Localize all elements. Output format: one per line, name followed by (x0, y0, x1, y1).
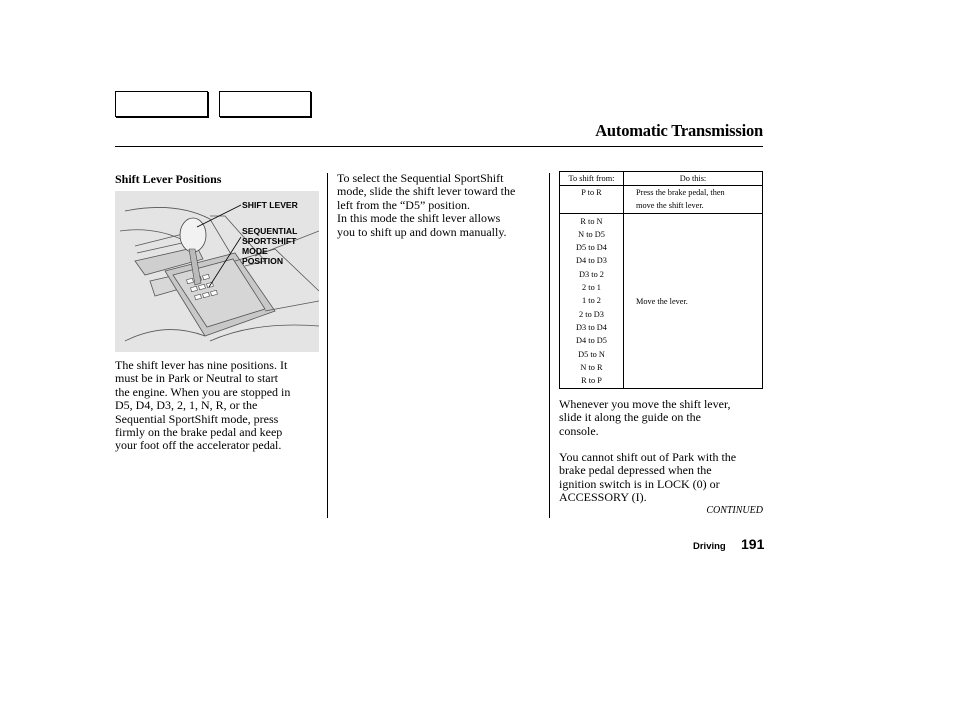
table-row (560, 186, 763, 214)
text-line: Whenever you move the shift lever, (559, 397, 731, 411)
from-cell: D3 to 2 (579, 269, 604, 279)
table-row (560, 213, 763, 389)
text-line: To select the Sequential SportShift (337, 171, 504, 185)
text-line: your foot off the accelerator pedal. (115, 438, 282, 453)
text-line: You cannot shift out of Park with the (559, 450, 737, 464)
from-cell: 2 to 1 (582, 283, 601, 293)
from-cell: P to R (581, 188, 602, 197)
from-cell: N to D5 (578, 229, 605, 239)
column-divider-1 (327, 173, 328, 518)
right-para-1 (559, 398, 765, 438)
do-cell-move-lever: Move the lever. (636, 296, 688, 306)
header-rule (115, 146, 763, 147)
text-line: must be in Park or Neutral to start (115, 371, 278, 386)
text-line: mode, slide the shift lever toward the (337, 184, 516, 199)
sportshift-label-line1: SEQUENTIAL (242, 226, 298, 236)
from-cell: R to P (581, 376, 602, 386)
shift-table (559, 171, 763, 389)
right-para-2 (559, 451, 765, 505)
header-tab-box-2 (219, 91, 311, 117)
text-line: left from the “D5” position. (337, 197, 470, 212)
sportshift-label-line2: SPORTSHIFT (242, 236, 297, 246)
text-line: The shift lever has nine positions. It (115, 358, 288, 372)
shift-lever-label: SHIFT LEVER (242, 200, 298, 210)
text-line: firmly on the brake pedal and keep (115, 425, 283, 440)
text-line: brake pedal depressed when the (559, 463, 712, 478)
page-number: 191 (741, 536, 765, 552)
middle-body-text (337, 172, 545, 239)
shift-lever-illustration (115, 191, 319, 352)
from-cell: D3 to D4 (576, 322, 607, 332)
section-heading: Shift Lever Positions (115, 172, 222, 186)
from-cell: D4 to D3 (576, 256, 607, 266)
text-line: ACCESSORY (I). (559, 490, 647, 505)
table-header-row (560, 172, 763, 186)
sportshift-label-line4: POSITION (242, 256, 284, 266)
from-cell: D5 to D4 (576, 243, 607, 253)
from-cell: R to N (580, 216, 603, 226)
text-line: slide it along the guide on the (559, 410, 701, 425)
column-divider-2 (549, 173, 550, 518)
continued-label: CONTINUED (706, 505, 763, 516)
text-line: ignition switch is in LOCK (0) or (559, 476, 720, 491)
from-cell: 2 to D3 (579, 309, 604, 319)
do-cell-line: move the shift lever. (636, 201, 704, 211)
do-cell-line: Press the brake pedal, then (636, 188, 725, 197)
from-cell: D4 to D5 (576, 336, 607, 346)
page-title: Automatic Transmission (595, 121, 763, 140)
table-header-do: Do this: (624, 172, 763, 186)
text-line: D5, D4, D3, 2, 1, N, R, or the (115, 398, 258, 413)
from-cell: D5 to N (578, 349, 605, 359)
left-body-text (115, 359, 321, 453)
text-line: console. (559, 423, 599, 438)
table-header-from: To shift from: (560, 172, 624, 186)
footer-section: Driving (693, 541, 726, 552)
sportshift-label-line3: MODE (242, 246, 268, 256)
header-tab-box-1 (115, 91, 208, 117)
text-line: In this mode the shift lever allows (337, 211, 501, 226)
from-cell: N to R (580, 362, 603, 372)
console-drawing (115, 191, 319, 352)
from-cell: 1 to 2 (582, 296, 601, 306)
text-line: you to shift up and down manually. (337, 224, 507, 239)
text-line: Sequential SportShift mode, press (115, 411, 279, 426)
text-line: the engine. When you are stopped in (115, 384, 291, 399)
